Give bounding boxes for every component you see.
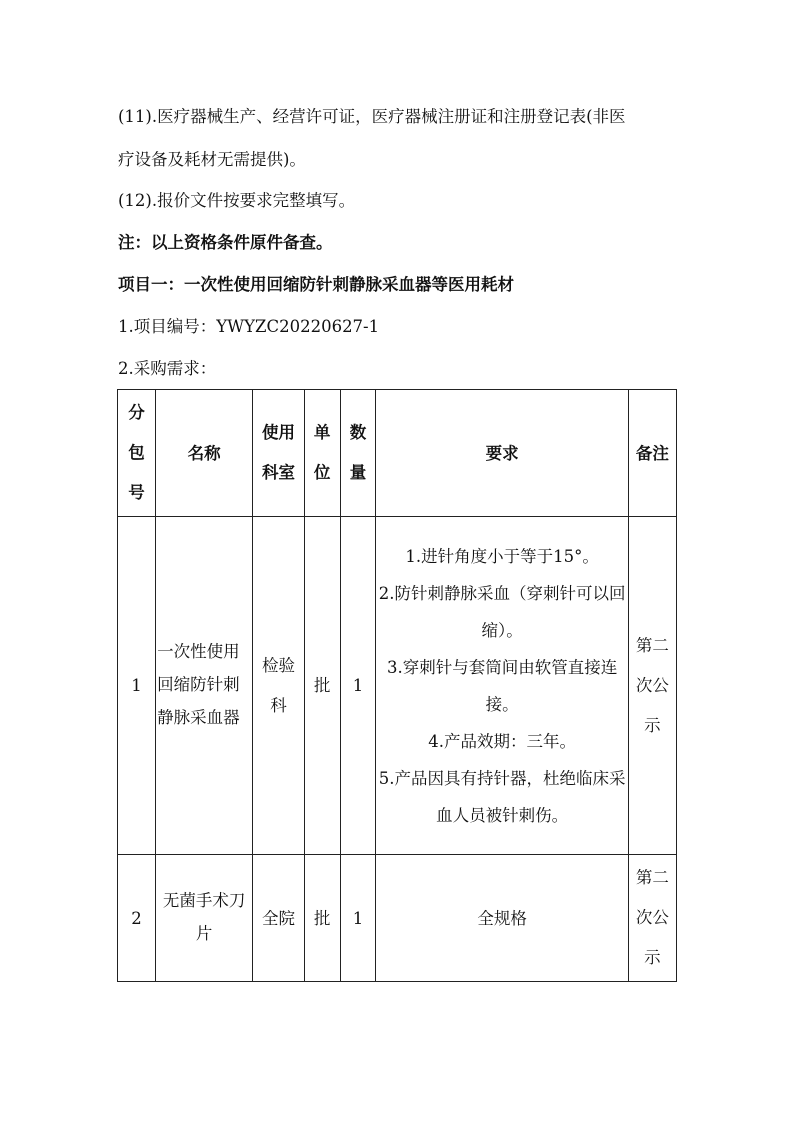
note-text: 注：以上资格条件原件备查。 — [118, 233, 333, 252]
header-package-no: 分包号 — [118, 390, 156, 517]
cell-unit: 批 — [304, 855, 340, 982]
table-header-row — [118, 390, 677, 517]
cell-qty: 1 — [340, 517, 376, 855]
cell-unit: 批 — [304, 517, 340, 855]
cell-name: 一次性使用回缩防针刺静脉采血器 — [155, 517, 252, 855]
header-remark: 备注 — [628, 390, 676, 517]
requirement-item: 1.进针角度小于等于15°。 — [405, 546, 599, 566]
purchase-requirements-heading: 2.采购需求： — [118, 359, 217, 378]
cell-dept: 全院 — [253, 855, 304, 982]
table-row — [118, 855, 677, 982]
requirement-item: 3.穿刺针与套筒间由软管直接连接。 — [386, 657, 618, 714]
project-number: 1.项目编号：YWYZC20220627-1 — [118, 317, 380, 336]
requirements-table — [117, 389, 677, 982]
cell-remark: 第二次公示 — [628, 855, 676, 982]
cell-package-no: 1 — [118, 517, 156, 855]
requirement-item: 4.产品效期：三年。 — [428, 731, 576, 751]
cell-requirements: 全规格 — [376, 855, 628, 982]
table-row — [118, 517, 677, 855]
paragraph-11-line2: 疗设备及耗材无需提供)。 — [118, 150, 306, 169]
cell-qty: 1 — [340, 855, 376, 982]
header-requirements: 要求 — [376, 390, 628, 517]
cell-name: 无菌手术刀片 — [155, 855, 252, 982]
project-title: 项目一：一次性使用回缩防针刺静脉采血器等医用耗材 — [118, 275, 514, 294]
cell-dept: 检验科 — [253, 517, 304, 855]
header-unit: 单位 — [304, 390, 340, 517]
cell-remark: 第二次公示 — [628, 517, 676, 855]
paragraph-11-line1: (11).医疗器械生产、经营许可证，医疗器械注册证和注册登记表(非医 — [118, 107, 626, 126]
header-qty: 数量 — [340, 390, 376, 517]
requirement-item: 5.产品因具有持针器，杜绝临床采血人员被针刺伤。 — [378, 768, 626, 825]
header-dept: 使用科室 — [253, 390, 304, 517]
cell-package-no: 2 — [118, 855, 156, 982]
requirement-item: 2.防针刺静脉采血（穿刺针可以回缩）。 — [378, 583, 626, 640]
cell-requirements — [376, 517, 628, 855]
paragraph-12: (12).报价文件按要求完整填写。 — [118, 191, 356, 210]
header-name: 名称 — [155, 390, 252, 517]
